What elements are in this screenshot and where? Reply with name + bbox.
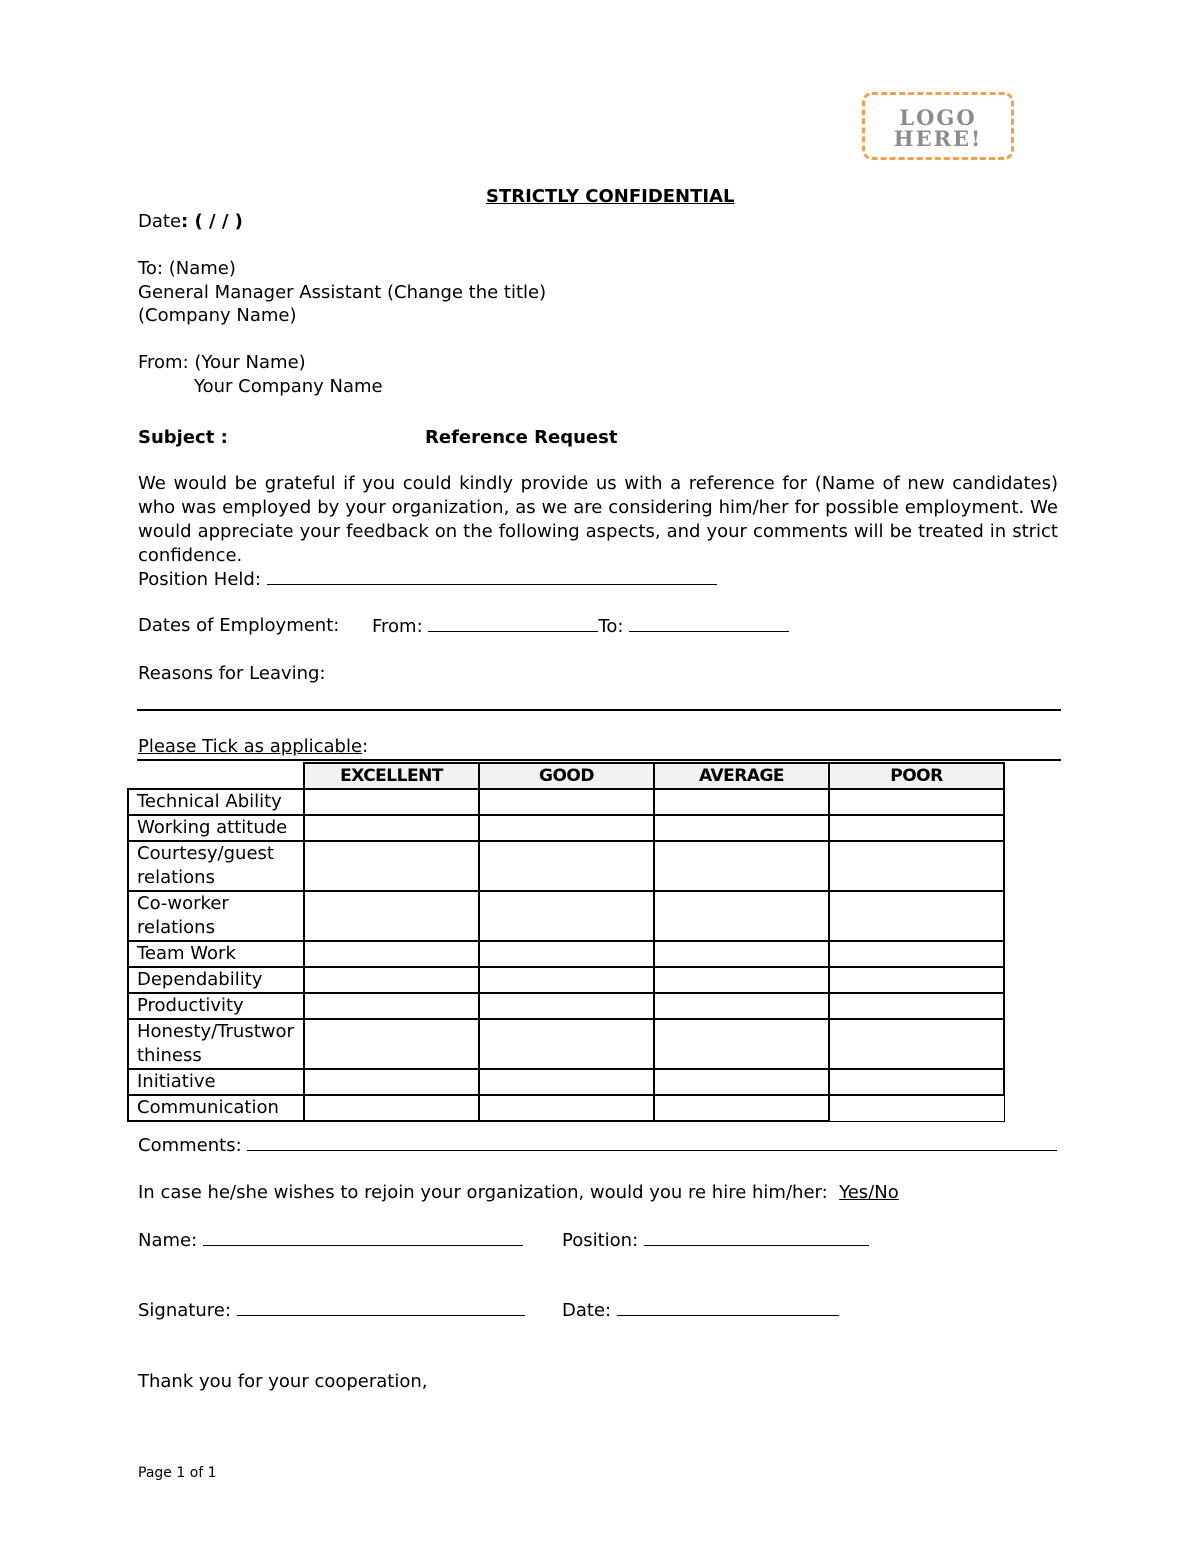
- tick-cell-poor[interactable]: [829, 891, 1004, 941]
- employment-from-field[interactable]: [428, 614, 598, 632]
- tick-cell-excellent[interactable]: [304, 941, 479, 967]
- table-row: [128, 789, 1004, 815]
- tick-cell-good[interactable]: [479, 941, 654, 967]
- name-row: [138, 1228, 523, 1253]
- from-line-2: Your Company Name: [194, 376, 383, 397]
- tick-cell-poor[interactable]: [829, 993, 1004, 1019]
- rehire-row: [138, 1181, 899, 1205]
- signature-label: Signature:: [138, 1300, 231, 1321]
- tick-instruction: [138, 735, 368, 759]
- from-line-1: From: (Your Name): [138, 352, 306, 373]
- rehire-question: In case he/she wishes to rejoin your organization, would you re hire him/her:: [138, 1182, 828, 1203]
- logo-line-1: LOGO: [899, 105, 977, 130]
- comments-field[interactable]: [247, 1133, 1057, 1151]
- table-row: [128, 941, 1004, 967]
- row-label: Team Work: [128, 941, 304, 967]
- name-field[interactable]: [203, 1228, 523, 1246]
- table-row: [128, 891, 1004, 941]
- table-row: [128, 993, 1004, 1019]
- tick-cell-good[interactable]: [479, 1095, 654, 1121]
- tick-cell-average[interactable]: [654, 789, 829, 815]
- rating-table: [127, 762, 1005, 1122]
- row-label: Dependability: [128, 967, 304, 993]
- date-sign-field[interactable]: [617, 1298, 839, 1316]
- tick-cell-good[interactable]: [479, 841, 654, 891]
- tick-cell-good[interactable]: [479, 1069, 654, 1095]
- tick-cell-good[interactable]: [479, 789, 654, 815]
- tick-cell-excellent[interactable]: [304, 815, 479, 841]
- rating-header-row: [128, 763, 1004, 789]
- tick-cell-excellent[interactable]: [304, 993, 479, 1019]
- row-label: Courtesy/guest relations: [128, 841, 304, 891]
- intro-paragraph: We would be grateful if you could kindly provide us with a reference for (Name of new candidates) who was employed by your organization, as we are considering him/her for possible employment. We would appreciate your feedback on the following aspects, and your comments will be treated in strict confidence.: [138, 473, 1058, 566]
- tick-suffix: :: [362, 736, 369, 757]
- position-field[interactable]: [644, 1228, 869, 1246]
- date-row: [562, 1298, 839, 1323]
- row-label: Working attitude: [128, 815, 304, 841]
- tick-cell-poor[interactable]: [829, 1069, 1004, 1095]
- tick-cell-poor[interactable]: [829, 1095, 1004, 1121]
- name-label: Name:: [138, 1230, 198, 1251]
- employment-to-field[interactable]: [629, 614, 789, 632]
- reasons-field[interactable]: [137, 709, 1061, 711]
- position-held-field[interactable]: [267, 567, 717, 585]
- to-line-2: General Manager Assistant (Change the title): [138, 282, 547, 303]
- tick-cell-average[interactable]: [654, 941, 829, 967]
- date-value: : ( / / ): [181, 211, 243, 232]
- tick-cell-good[interactable]: [479, 1019, 654, 1069]
- employment-to-label: To:: [598, 616, 624, 637]
- subject-value: Reference Request: [425, 427, 618, 448]
- logo-line-2: HERE!: [893, 126, 983, 151]
- row-label: Productivity: [128, 993, 304, 1019]
- row-label: Communication: [128, 1095, 304, 1121]
- row-label: Technical Ability: [128, 789, 304, 815]
- tick-cell-excellent[interactable]: [304, 967, 479, 993]
- tick-cell-excellent[interactable]: [304, 891, 479, 941]
- position-row: [562, 1228, 869, 1253]
- tick-cell-average[interactable]: [654, 1019, 829, 1069]
- tick-cell-average[interactable]: [654, 841, 829, 891]
- tick-cell-poor[interactable]: [829, 789, 1004, 815]
- tick-cell-average[interactable]: [654, 891, 829, 941]
- to-line-1: To: (Name): [138, 258, 236, 279]
- tick-cell-good[interactable]: [479, 993, 654, 1019]
- tick-cell-excellent[interactable]: [304, 1095, 479, 1121]
- header-blank: [128, 763, 304, 789]
- tick-cell-excellent[interactable]: [304, 841, 479, 891]
- tick-cell-good[interactable]: [479, 891, 654, 941]
- header-average: AVERAGE: [654, 763, 829, 789]
- date-line: [138, 210, 243, 234]
- tick-cell-poor[interactable]: [829, 841, 1004, 891]
- position-held-row: [138, 567, 717, 592]
- comments-row: [138, 1133, 1057, 1158]
- date-label: Date: [138, 211, 182, 232]
- employment-label: Dates of Employment:: [138, 615, 340, 636]
- tick-cell-poor[interactable]: [829, 967, 1004, 993]
- table-row: [128, 1095, 1004, 1121]
- tick-cell-average[interactable]: [654, 815, 829, 841]
- tick-label: Please Tick as applicable: [138, 736, 363, 757]
- date-sign-label: Date:: [562, 1300, 612, 1321]
- table-row: [128, 815, 1004, 841]
- comments-label: Comments:: [138, 1135, 242, 1156]
- header-good: GOOD: [479, 763, 654, 789]
- row-label: Co-worker relations: [128, 891, 304, 941]
- tick-cell-poor[interactable]: [829, 1019, 1004, 1069]
- row-label: Honesty/Trustwor thiness: [128, 1019, 304, 1069]
- divider: [137, 759, 1061, 761]
- employment-from-label: From:: [372, 616, 423, 637]
- subject-label: Subject :: [138, 427, 228, 448]
- signature-field[interactable]: [237, 1298, 525, 1316]
- tick-cell-good[interactable]: [479, 967, 654, 993]
- signature-row: [138, 1298, 525, 1323]
- reasons-label: Reasons for Leaving:: [138, 663, 326, 684]
- tick-cell-poor[interactable]: [829, 941, 1004, 967]
- tick-cell-excellent[interactable]: [304, 789, 479, 815]
- tick-cell-average[interactable]: [654, 1095, 829, 1121]
- header-poor: POOR: [829, 763, 1004, 789]
- logo-placeholder: [862, 92, 1014, 160]
- table-row: [128, 1019, 1004, 1069]
- header-excellent: EXCELLENT: [304, 763, 479, 789]
- tick-cell-average[interactable]: [654, 1069, 829, 1095]
- tick-cell-good[interactable]: [479, 815, 654, 841]
- position-label: Position:: [562, 1230, 639, 1251]
- to-line-3: (Company Name): [138, 305, 297, 326]
- tick-cell-poor[interactable]: [829, 815, 1004, 841]
- row-label: Initiative: [128, 1069, 304, 1095]
- tick-cell-average[interactable]: [654, 967, 829, 993]
- page-footer: Page 1 of 1: [138, 1465, 217, 1481]
- rehire-answer[interactable]: Yes/No: [839, 1182, 899, 1203]
- table-row: [128, 841, 1004, 891]
- table-row: [128, 967, 1004, 993]
- tick-cell-excellent[interactable]: [304, 1019, 479, 1069]
- document-title: STRICTLY CONFIDENTIAL: [486, 186, 735, 207]
- employment-dates: [372, 614, 789, 639]
- closing-line: Thank you for your cooperation,: [138, 1371, 428, 1392]
- tick-cell-excellent[interactable]: [304, 1069, 479, 1095]
- tick-cell-average[interactable]: [654, 993, 829, 1019]
- table-row: [128, 1069, 1004, 1095]
- position-held-label: Position Held:: [138, 569, 261, 590]
